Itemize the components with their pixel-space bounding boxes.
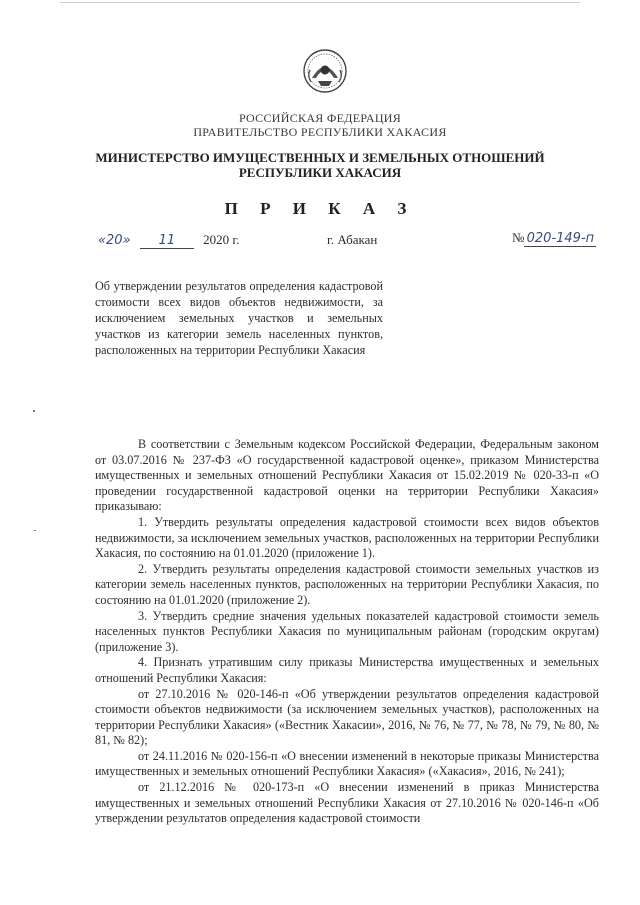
scan-edge-line — [60, 2, 580, 3]
coat-of-arms-emblem — [302, 48, 348, 94]
repealed-order-3: от 21.12.2016 № 020-173-п «О внесении изменений в приказ Министерства имущественных и земельных отношений Республики Хакасия от 27.10.2016 № 020-146-п «Об утверждении результатов определения кадастровой стоимости — [95, 780, 599, 826]
ministry-title-line2: РЕСПУБЛИКИ ХАКАСИЯ — [238, 165, 402, 180]
scan-speck — [34, 530, 36, 531]
order-number-sign: № — [512, 230, 525, 245]
order-subject: Об утверждении результатов определения кадастровой стоимости всех видов объектов недвижимости, за исключением земельных участков и земельных участков из категории земель населенных пунктов, расположенных на территории Республики Хакасия — [95, 279, 383, 357]
country-heading: РОССИЙСКАЯ ФЕДЕРАЦИЯ — [238, 111, 402, 125]
order-city: г. Абакан — [327, 232, 378, 247]
order-year: 2020 г. — [203, 232, 240, 247]
document-type-title: П Р И К А З — [224, 199, 416, 218]
order-day: «20» — [98, 233, 131, 248]
clause-4: 4. Признать утратившим силу приказы Министерства имущественных и земельных отношений Республики Хакасия: — [95, 655, 599, 685]
order-body — [95, 437, 599, 827]
government-heading: ПРАВИТЕЛЬСТВО РЕСПУБЛИКИ ХАКАСИЯ — [193, 125, 447, 139]
clause-3: 3. Утвердить средние значения удельных показателей кадастровой стоимости земель населенных пунктов Республики Хакасия по муниципальным районам (городским округам) (приложение 3). — [95, 608, 599, 654]
clause-2: 2. Утвердить результаты определения кадастровой стоимости земельных участков из категории земель населенных пунктов, расположенных на территории Республики Хакасия, по состоянию на 01.01.2020 (приложение 2). — [95, 561, 599, 607]
order-number-value: 020-149-п — [524, 231, 596, 247]
ministry-title: МИНИСТЕРСТВО ИМУЩЕСТВЕННЫХ И ЗЕМЕЛЬНЫХ ОТНОШЕНИЙ — [95, 150, 545, 165]
preamble-paragraph: В соответствии с Земельным кодексом Российской Федерации, Федеральным законом от 03.07.2016 № 237-ФЗ «О государственной кадастровой оценке», приказом Министерства имущественных и земельных отношений Республики Хакасия от 15.02.2019 № 020-33-п «О проведении государственной кадастровой оценки на территории Республики Хакасия» приказываю: — [95, 437, 599, 514]
clause-1: 1. Утвердить результаты определения кадастровой стоимости всех видов объектов недвижимости, за исключением земельных участков, расположенных на территории Республики Хакасия, по состоянию на 01.01.2020 (приложение 1). — [95, 514, 599, 561]
repealed-order-1: от 27.10.2016 № 020-146-п «Об утверждении результатов определения кадастровой стоимости объектов недвижимости (за исключением земельных участков), расположенных на территории Республики Хакасия» («Вестник Хакасии», 2016, № 76, № 77, № 78, № 79, № 80, № 81, № 82); — [95, 686, 599, 748]
order-month: 11 — [140, 233, 194, 249]
order-number — [512, 230, 596, 247]
order-date — [98, 232, 239, 249]
scan-speck — [33, 410, 35, 412]
repealed-order-2: от 24.11.2016 № 020-156-п «О внесении изменений в некоторые приказы Министерства имущественных и земельных отношений Республики Хакасия» («Хакасия», 2016, № 241); — [95, 748, 599, 779]
